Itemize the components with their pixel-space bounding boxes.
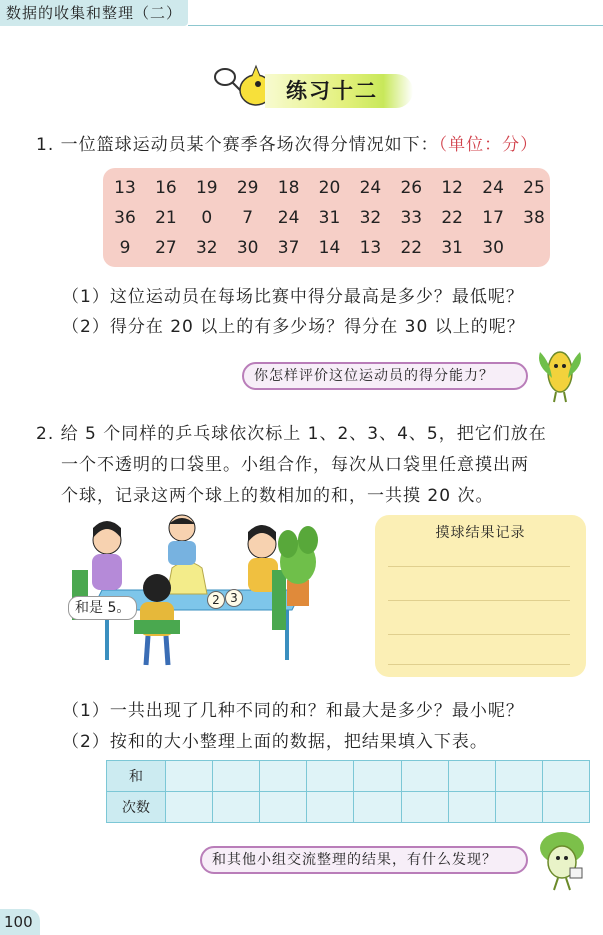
- tally-cell[interactable]: [260, 792, 307, 823]
- tally-cell[interactable]: [354, 792, 401, 823]
- exercise-title: 练习十二: [286, 79, 378, 103]
- score-cell: 32: [359, 208, 382, 228]
- score-cell: 16: [155, 178, 177, 198]
- tally-header-sum: 和: [107, 761, 166, 792]
- tally-cell[interactable]: [213, 792, 260, 823]
- score-cell: 14: [318, 238, 341, 258]
- score-cell: 33: [400, 208, 423, 228]
- q1-speech-bubble: 你怎样评价这位运动员的得分能力？: [242, 362, 528, 390]
- q1-prompt-text: 1. 一位篮球运动员某个赛季各场次得分情况如下：: [36, 135, 439, 155]
- tally-cell[interactable]: [448, 792, 495, 823]
- tally-cell[interactable]: [307, 761, 354, 792]
- score-cell: 31: [318, 208, 341, 228]
- score-cell: 13: [114, 178, 136, 198]
- tally-row-sum: [107, 761, 590, 792]
- child-speech: 和是 5。: [68, 596, 137, 620]
- tally-cell[interactable]: [307, 792, 354, 823]
- score-cell: 0: [201, 208, 213, 228]
- score-cell: 22: [441, 208, 463, 228]
- q1-prompt: [36, 134, 538, 156]
- record-card-title: 摸球结果记录: [435, 525, 526, 541]
- tally-header-count: 次数: [107, 792, 166, 823]
- tally-cell[interactable]: [448, 761, 495, 792]
- score-cell: 24: [277, 208, 300, 228]
- score-cell: 9: [119, 238, 131, 258]
- q2-line2: 一个不透明的口袋里。小组合作，每次从口袋里任意摸出两: [61, 455, 529, 475]
- tally-cell[interactable]: [213, 761, 260, 792]
- score-cell: 24: [359, 178, 382, 198]
- score-cell: 31: [441, 238, 463, 258]
- record-line: [388, 600, 570, 601]
- score-cell: 30: [236, 238, 259, 258]
- q1-sub2: （2）得分在 20 以上的有多少场？得分在 30 以上的呢？: [62, 317, 525, 337]
- tally-cell[interactable]: [495, 761, 542, 792]
- score-cell: 27: [155, 238, 177, 258]
- header-rule: [188, 25, 603, 26]
- score-cell: 30: [482, 238, 504, 258]
- score-cell: 26: [400, 178, 423, 198]
- tally-cell[interactable]: [542, 792, 589, 823]
- score-cell: 32: [195, 238, 218, 258]
- record-line: [388, 566, 570, 567]
- cabbage-mascot-icon: [532, 826, 592, 892]
- score-cell: 38: [523, 208, 545, 228]
- q2-sub2: （2）按和的大小整理上面的数据，把结果填入下表。: [62, 732, 488, 752]
- score-cell: 13: [359, 238, 382, 258]
- score-cell: 22: [400, 238, 423, 258]
- record-line: [388, 634, 570, 635]
- tally-cell[interactable]: [260, 761, 307, 792]
- score-cell: 19: [195, 178, 218, 198]
- ball-a: 2: [207, 591, 225, 609]
- score-cell: 24: [482, 178, 504, 198]
- tally-cell[interactable]: [401, 761, 448, 792]
- tally-row-count: [107, 792, 590, 823]
- corn-mascot-icon: [530, 344, 588, 404]
- score-cell: 17: [482, 208, 504, 228]
- children-table-illustration: [62, 510, 332, 675]
- score-cell: 7: [242, 208, 254, 228]
- score-cell: 21: [155, 208, 177, 228]
- tally-cell[interactable]: [166, 761, 213, 792]
- score-cell: 18: [277, 178, 300, 198]
- q2-line1: 2. 给 5 个同样的乒乓球依次标上 1、2、3、4、5，把它们放在: [36, 424, 547, 444]
- q1-sub1: （1）这位运动员在每场比赛中得分最高是多少？最低呢？: [62, 287, 524, 307]
- tally-cell[interactable]: [401, 792, 448, 823]
- tally-cell[interactable]: [354, 761, 401, 792]
- score-cell: 25: [523, 178, 545, 198]
- ball-b: 3: [225, 589, 243, 607]
- score-cell: 36: [114, 208, 136, 228]
- score-cell: 37: [277, 238, 300, 258]
- chapter-header: 数据的收集和整理（二）: [0, 0, 188, 26]
- tally-cell[interactable]: [495, 792, 542, 823]
- q2-line3: 个球，记录这两个球上的数相加的和，一共摸 20 次。: [61, 486, 494, 506]
- q2-sub1: （1）一共出现了几种不同的和？和最大是多少？最小呢？: [62, 701, 524, 721]
- tally-table: [106, 760, 590, 823]
- score-cell: 20: [318, 178, 341, 198]
- tally-cell[interactable]: [542, 761, 589, 792]
- tally-cell[interactable]: [166, 792, 213, 823]
- score-cell: 29: [236, 178, 259, 198]
- page-number: 100: [0, 909, 40, 935]
- q2-speech-bubble: 和其他小组交流整理的结果，有什么发现？: [200, 846, 528, 874]
- record-line: [388, 664, 570, 665]
- q1-unit: （单位：分）: [438, 135, 539, 155]
- score-cell: 12: [441, 178, 463, 198]
